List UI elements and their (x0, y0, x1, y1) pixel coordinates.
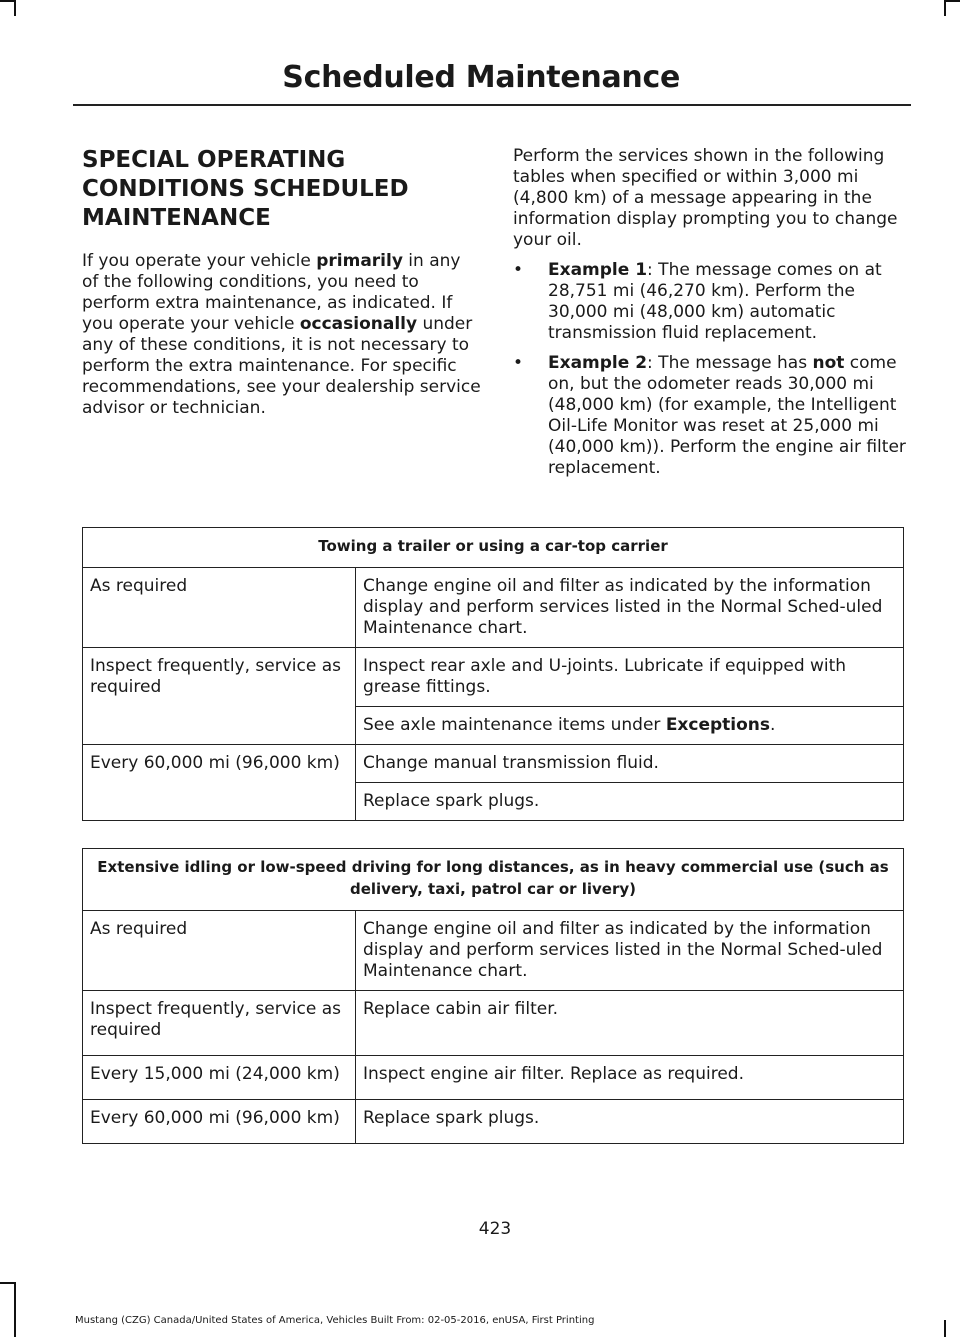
services-paragraph: Perform the services shown in the following tables when specified or within 3,000 mi (4,800 km) of a message appearing in the information display prompting you to change your oil. (513, 146, 898, 250)
footer-text: Mustang (CZG) Canada/United States of America, Vehicles Built From: 02-05-2016, enUSA, First Printing (75, 1315, 595, 1326)
bullet-icon: • (513, 353, 524, 373)
crop-mark (944, 1320, 946, 1337)
title-rule (73, 104, 911, 106)
table-row: Inspect frequently, service as required Inspect rear axle and U-joints. Lubricate if equipped with grease fittings. (83, 648, 904, 707)
page-title: Scheduled Maintenance (282, 60, 680, 95)
table-row: Inspect frequently, service as required Replace cabin air filter. (83, 991, 904, 1056)
table-row: As required Change engine oil and filter as indicated by the information display and perform services listed in the Normal Sched-uled Maintenance chart. (83, 911, 904, 991)
right-column (513, 146, 913, 488)
table-header: Towing a trailer or using a car-top carrier (83, 528, 904, 568)
table-row: Every 15,000 mi (24,000 km) Inspect engine air filter. Replace as required. (83, 1056, 904, 1100)
table-row: Replace spark plugs. (83, 783, 904, 821)
example-1-bullet: • Example 1: The message comes on at 28,751 mi (46,270 km). Perform the 30,000 mi (48,000 km) automatic transmission fluid replacement. (513, 260, 882, 343)
table-row: See axle maintenance items under Exceptions. (83, 707, 904, 745)
idling-table (82, 848, 904, 1144)
crop-mark (14, 1282, 16, 1337)
crop-mark (946, 0, 960, 2)
intro-paragraph: If you operate your vehicle primarily in any of the following conditions, you need to perform extra maintenance, as indicated. If you operate your vehicle occasionally under any of these conditions, it is not necessary to perform the extra maintenance. For specific recommendations, see your dealership service advisor or technician. (82, 251, 481, 418)
table-row: As required Change engine oil and filter as indicated by the information display and perform services listed in the Normal Sched-uled Maintenance chart. (83, 568, 904, 648)
crop-mark (944, 0, 946, 16)
example-2-bullet: • Example 2: The message has not come on, but the odometer reads 30,000 mi (48,000 km) (for example, the Intelligent Oil-Life Monitor was reset at 25,000 mi (40,000 km)). Perform the engine air filter replacement. (513, 353, 906, 478)
crop-mark (0, 1282, 14, 1284)
section-heading: SPECIAL OPERATING CONDITIONS SCHEDULED MAINTENANCE (82, 147, 409, 231)
table-header: Extensive idling or low-speed driving for long distances, as in heavy commercial use (such as delivery, taxi, patrol car or livery) (83, 849, 904, 911)
table-row: Every 60,000 mi (96,000 km) Change manual transmission fluid. (83, 745, 904, 783)
crop-mark (0, 0, 14, 2)
table-row: Every 60,000 mi (96,000 km) Replace spark plugs. (83, 1100, 904, 1144)
towing-table (82, 527, 904, 821)
page-number: 423 (478, 1219, 512, 1239)
crop-mark (14, 0, 16, 16)
left-column (82, 146, 482, 419)
bullet-icon: • (513, 260, 524, 280)
